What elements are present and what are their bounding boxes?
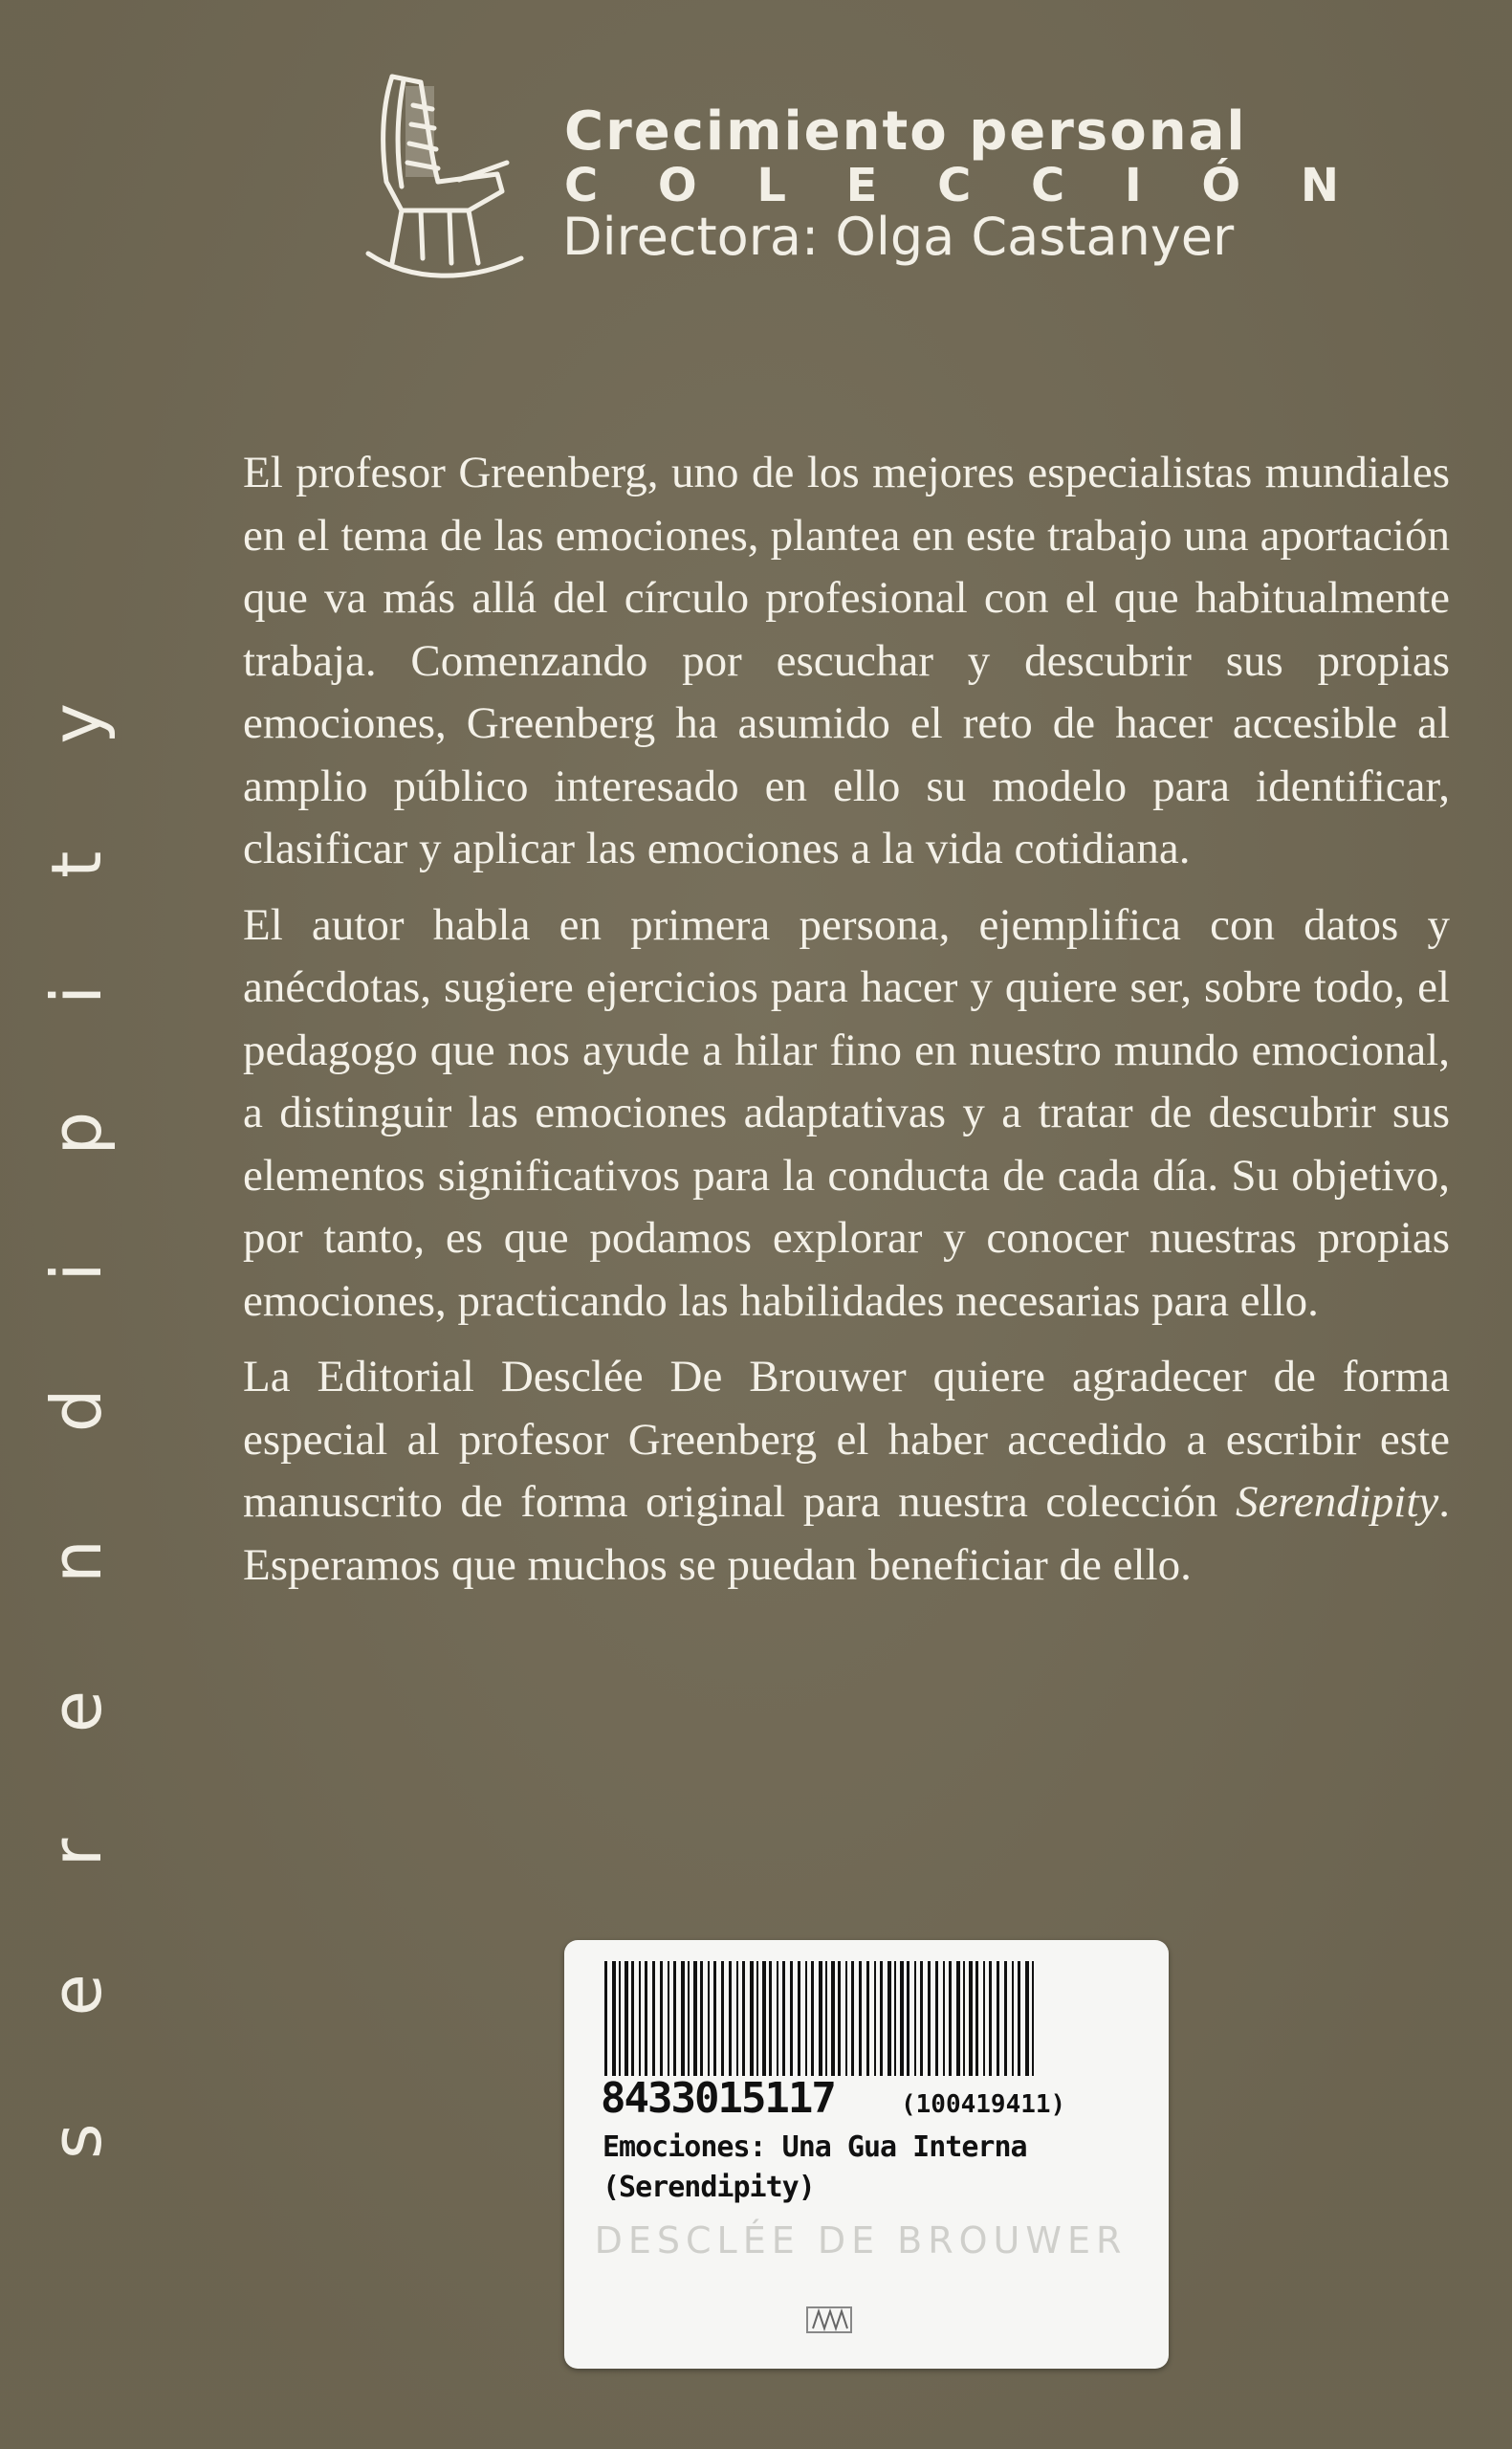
isbn-number: 8433015117: [601, 2074, 835, 2123]
barcode-bar: [880, 1961, 883, 2076]
barcode-bar: [700, 1961, 703, 2076]
barcode-bar: [983, 1961, 985, 2076]
collection-letter: I: [1124, 159, 1142, 212]
item-code: (100419411): [901, 2090, 1066, 2119]
barcode-bar: [721, 1961, 724, 2076]
barcode-bar: [920, 1961, 923, 2076]
barcode-bar: [1004, 1961, 1007, 2076]
barcode-bar: [975, 1961, 978, 2076]
barcode-bar: [825, 1961, 827, 2076]
barcode-bar: [681, 1961, 685, 2076]
collection-label: [564, 159, 1339, 212]
collection-letter: O: [657, 159, 697, 212]
barcode-bar: [866, 1961, 869, 2076]
barcode-bar: [997, 1961, 999, 2076]
barcode-bar: [874, 1961, 876, 2076]
barcode-bar: [859, 1961, 862, 2076]
barcode-bar: [935, 1961, 938, 2076]
collection-director: Directora: Olga Castanyer: [562, 207, 1235, 267]
barcode-bar: [989, 1961, 992, 2076]
barcode-bar: [668, 1961, 669, 2076]
barcode-sticker: [564, 1940, 1169, 2369]
barcode-bar: [949, 1961, 952, 2076]
series-name-italic: Serendipity: [1235, 1477, 1439, 1527]
spine-series-name: serendipity: [36, 596, 117, 2160]
barcode-bar: [819, 1961, 822, 2076]
barcode-bar: [943, 1961, 945, 2076]
publisher-name: DESCLÉE DE BROUWER: [594, 2219, 1128, 2261]
barcode-bar: [619, 1961, 621, 2076]
barcode-bar: [963, 1961, 965, 2076]
barcode-bar: [805, 1961, 807, 2076]
barcode-bar: [645, 1961, 647, 2076]
barcode-bar: [782, 1961, 785, 2076]
barcode-bar: [907, 1961, 909, 2076]
barcode-bar: [914, 1961, 916, 2076]
spine-imprint: [29, 325, 124, 2430]
publisher-logo-icon: [805, 2304, 853, 2336]
collection-letter: C: [564, 159, 599, 212]
sticker-title-line-2: (Serendipity): [603, 2171, 815, 2204]
collection-title: Crecimiento personal: [564, 100, 1247, 163]
sticker-book-title: [603, 2128, 1138, 2208]
barcode-bar: [1012, 1961, 1014, 2076]
collection-letter: L: [756, 159, 786, 212]
barcode-bar: [673, 1961, 676, 2076]
collection-letter: N: [1300, 159, 1339, 212]
barcode-bar: [736, 1961, 738, 2076]
barcode-bar: [1025, 1961, 1029, 2076]
barcode-bar: [639, 1961, 641, 2076]
barcode-bar: [831, 1961, 835, 2076]
collection-letter: Ó: [1201, 159, 1241, 212]
barcode-bar: [811, 1961, 814, 2076]
barcode-bar: [956, 1961, 960, 2076]
rocking-chair-icon: [363, 67, 526, 287]
barcode-bar: [838, 1961, 841, 2076]
barcode-bar: [713, 1961, 716, 2076]
barcode-bar: [688, 1961, 690, 2076]
barcode-bar: [652, 1961, 655, 2076]
collection-letter: E: [845, 159, 878, 212]
barcode-bar: [612, 1961, 616, 2076]
barcode-bar: [845, 1961, 847, 2076]
barcode-bar: [777, 1961, 778, 2076]
blurb-paragraph-2: El autor habla en primera persona, ejemplifica con datos y anécdotas, sugiere ejercicios para hacer y quiere ser, sobre todo, el pedagogo que nos ayude a hilar fino en nuestro mundo emocional, a distinguir las emociones adaptativas y a tratar de descubrir sus elementos significativos para la conducta de cada día. Su objetivo, por tanto, es que podamos explorar y conocer nuestras propias emociones, practicando las habilidades necesarias para ello.: [243, 899, 1450, 1326]
collection-letter: C: [937, 159, 972, 212]
barcode-bar: [969, 1961, 973, 2076]
barcode-bar: [887, 1961, 891, 2076]
barcode-bar: [708, 1961, 710, 2076]
barcode-bar: [762, 1961, 766, 2076]
blurb-paragraph-3-start: La Editorial Desclée De Brouwer quiere agradecer de forma especial al profesor Greenberg el haber accedido a escribir este manuscrito de forma original para nuestra colección: [243, 1352, 1450, 1527]
barcode-bar: [851, 1961, 854, 2076]
blurb-paragraph-3-end: . Esperamos que muchos se puedan beneficiar de ello.: [243, 1477, 1450, 1590]
barcode-bar: [750, 1961, 754, 2076]
barcode-bar: [625, 1961, 628, 2076]
barcode-bar: [1018, 1961, 1020, 2076]
barcode-bar: [894, 1961, 896, 2076]
barcode-bar: [756, 1961, 758, 2076]
collection-letter: C: [1030, 159, 1065, 212]
barcode-bar: [631, 1961, 634, 2076]
barcode-bar: [928, 1961, 931, 2076]
barcode-bar: [742, 1961, 745, 2076]
blurb-paragraph-3: [243, 1346, 1450, 1597]
back-cover-blurb: [243, 442, 1450, 1610]
sticker-title-line-1: Emociones: Una Gua Interna: [603, 2130, 1027, 2164]
barcode-bar: [729, 1961, 732, 2076]
barcode-bar: [604, 1961, 607, 2076]
barcode-icon: [603, 1961, 1042, 2076]
barcode-bar: [798, 1961, 800, 2076]
barcode-bar: [1032, 1961, 1034, 2076]
barcode-bar: [790, 1961, 793, 2076]
barcode-bar: [769, 1961, 772, 2076]
barcode-bar: [660, 1961, 663, 2076]
blurb-paragraph-1: El profesor Greenberg, uno de los mejores especialistas mundiales en el tema de las emociones, plantea en este trabajo una aportación que va más allá del círculo profesional con el que habitualmente trabaja. Comenzando por escuchar y descubrir sus propias emociones, Greenberg ha asumido el reto de hacer accesible al amplio público interesado en ello su modelo para identificar, clasificar y aplicar las emociones a la vida cotidiana.: [243, 448, 1450, 873]
barcode-bar: [900, 1961, 904, 2076]
barcode-bar: [693, 1961, 697, 2076]
